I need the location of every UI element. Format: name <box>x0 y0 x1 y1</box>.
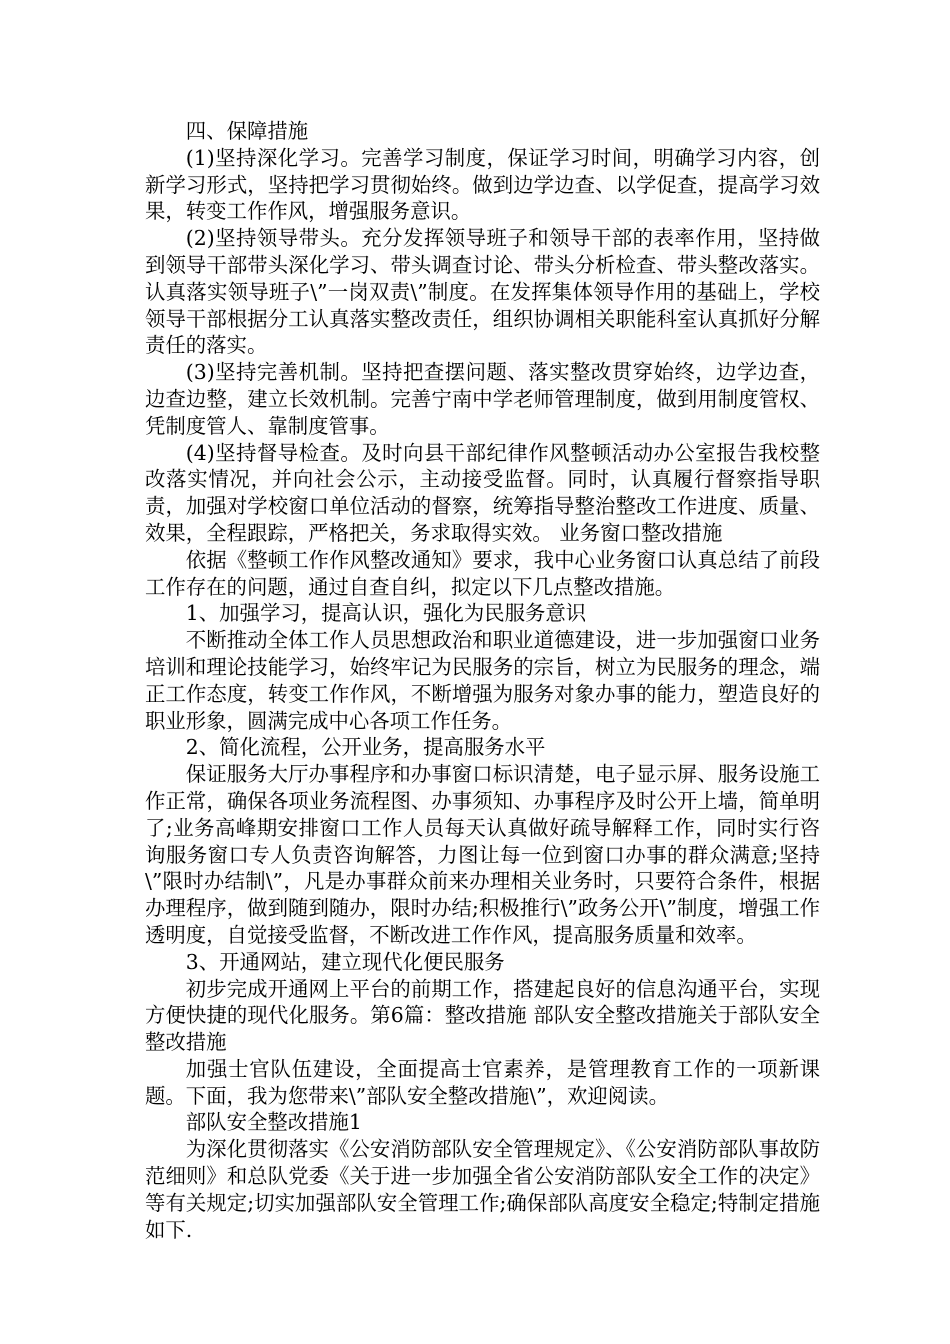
paragraph: (3)坚持完善机制。坚持把查摆问题、落实整改贯穿始终，边学边查，边查边整，建立长效机制。完善宁南中学老师管理制度，做到用制度管权、凭制度管人、靠制度管事。 <box>145 360 820 438</box>
subheading: 部队安全整改措施1 <box>185 1110 362 1135</box>
subheading: 3、开通网站，建立现代化便民服务 <box>185 949 505 974</box>
subheading: 2、简化流程，公开业务，提高服务水平 <box>185 735 546 760</box>
subheading: 1、加强学习，提高认识，强化为民服务意识 <box>185 601 587 626</box>
paragraph: 加强士官队伍建设，全面提高士官素养，是管理教育工作的一项新课题。下面，我为您带来\”部队安全整改措施\”，欢迎阅读。 <box>145 1056 820 1108</box>
paragraph: (2)坚持领导带头。充分发挥领导班子和领导干部的表率作用，坚持做到领导干部带头深化学习、带头调查讨论、带头分析检查、带头整改落实。认真落实领导班子\”一岗双责\”制度。在发挥集体领导作用的基础上，学校领导干部根据分工认真落实整改责任，组织协调相关职能科室认真抓好分解责任的落实。 <box>145 226 820 358</box>
document-body <box>145 118 820 1243</box>
paragraph: 依据《整顿工作作风整改通知》要求，我中心业务窗口认真总结了前段工作存在的问题，通过自查自纠，拟定以下几点整改措施。 <box>145 547 820 599</box>
paragraph: 保证服务大厅办事程序和办事窗口标识清楚，电子显示屏、服务设施工作正常，确保各项业务流程图、办事须知、办事程序及时公开上墙，简单明了;业务高峰期安排窗口工作人员每天认真做好疏导解释工作，同时实行咨询服务窗口专人负责咨询解答，力图让每一位到窗口办事的群众满意;坚持\”限时办结制\”，凡是办事群众前来办理相关业务时，只要符合条件，根据办理程序，做到随到随办，限时办结;积极推行\”政务公开\”制度，增强工作透明度，自觉接受监督，不断改进工作作风，提高服务质量和效率。 <box>145 762 820 947</box>
paragraph: 不断推动全体工作人员思想政治和职业道德建设，进一步加强窗口业务培训和理论技能学习，始终牢记为民服务的宗旨，树立为民服务的理念，端正工作态度，转变工作作风，不断增强为服务对象办事的能力，塑造良好的职业形象，圆满完成中心各项工作任务。 <box>145 628 820 733</box>
paragraph: 初步完成开通网上平台的前期工作，搭建起良好的信息沟通平台，实现方便快捷的现代化服务。第6篇：整改措施 部队安全整改措施关于部队安全整改措施 <box>145 976 820 1055</box>
paragraph: (1)坚持深化学习。完善学习制度，保证学习时间，明确学习内容，创新学习形式，坚持把学习贯彻始终。做到边学边查、以学促查，提高学习效果，转变工作作风，增强服务意识。 <box>145 145 820 224</box>
section-heading: 四、保障措施 <box>185 119 309 143</box>
paragraph: (4)坚持督导检查。及时向县干部纪律作风整顿活动办公室报告我校整改落实情况，并向社会公示，主动接受监督。同时，认真履行督察指导职责，加强对学校窗口单位活动的督察，统筹指导整治整改工作进度、质量、效果，全程跟踪，严格把关，务求取得实效。 业务窗口整改措施 <box>145 440 820 545</box>
paragraph: 为深化贯彻落实《公安消防部队安全管理规定》、《公安消防部队事故防范细则》和总队党委《关于进一步加强全省公安消防部队安全工作的决定》等有关规定;切实加强部队安全管理工作;确保部队高度安全稳定;特制定措施如下. <box>145 1137 820 1242</box>
